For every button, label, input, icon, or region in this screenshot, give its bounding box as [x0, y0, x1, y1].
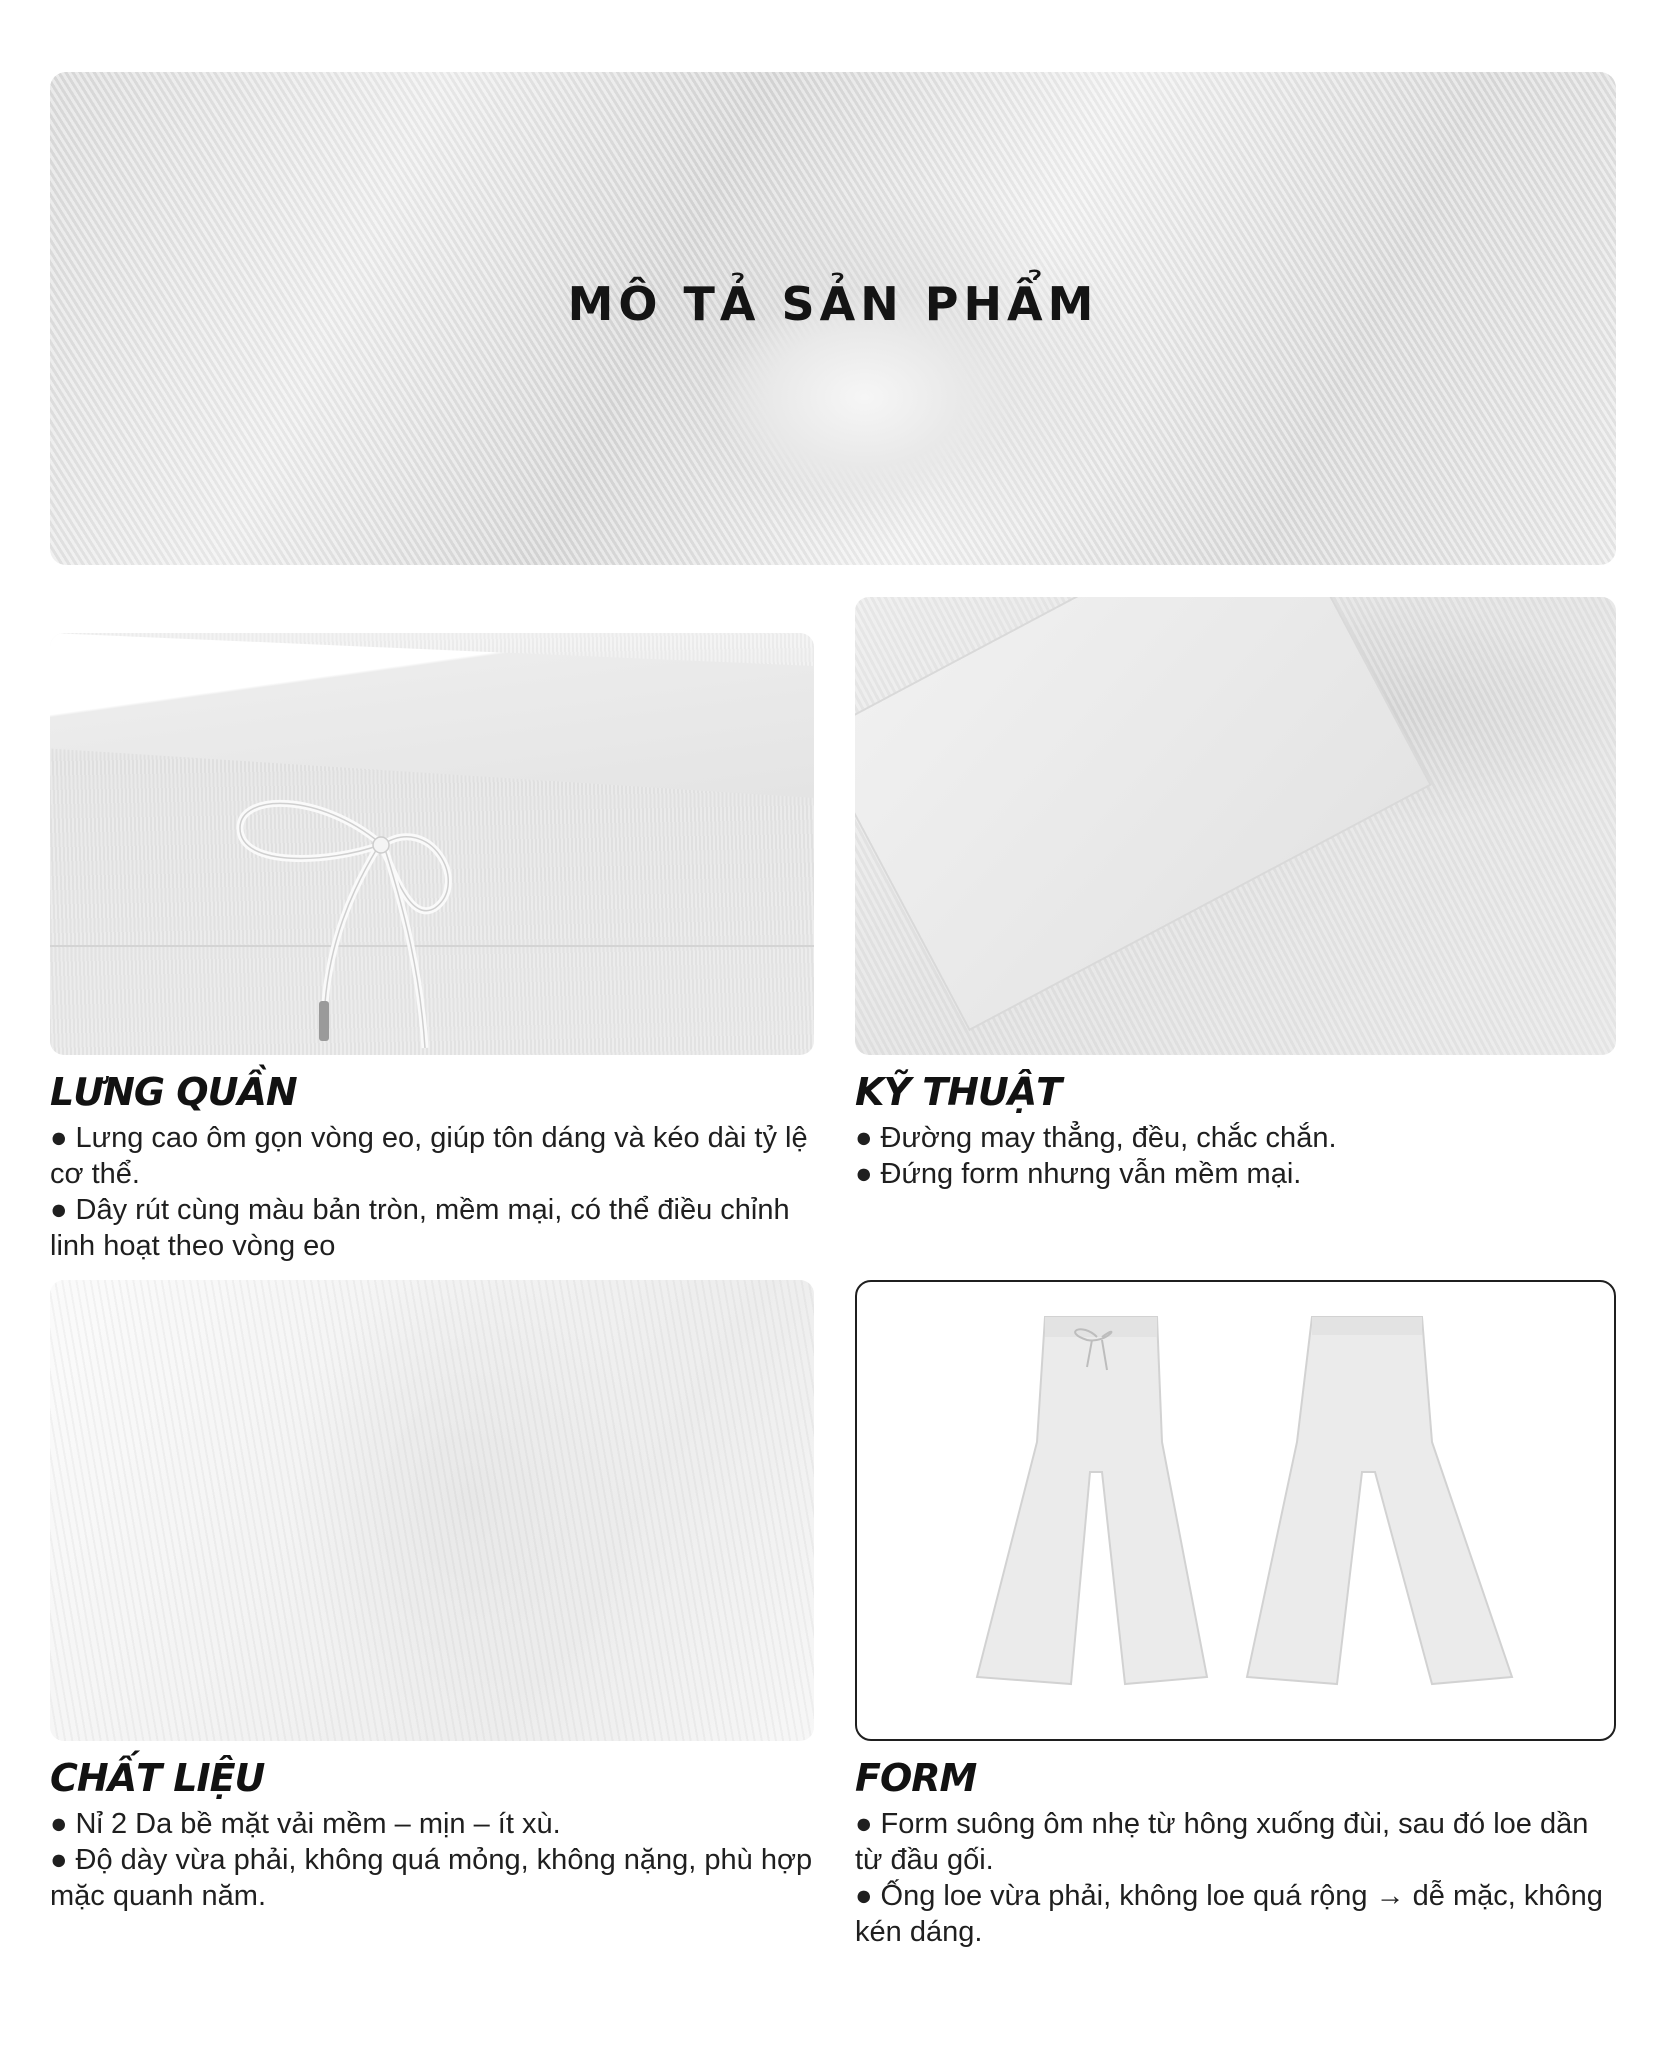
waistband-title: LƯNG QUẦN — [50, 1070, 297, 1114]
form-section — [855, 1756, 1616, 1950]
form-bullet-2: ● Ống loe vừa phải, không loe quá rộng → dễ mặc, không kén dáng. — [855, 1880, 1603, 1948]
drawstring-bow-icon — [220, 773, 480, 1053]
material-bullet-1: ● Nỉ 2 Da bề mặt vải mềm – mịn – ít xù. — [50, 1808, 561, 1840]
fabric-fold — [855, 597, 1429, 1028]
technique-title: KỸ THUẬT — [855, 1070, 1062, 1114]
material-title: CHẤT LIỆU — [50, 1756, 265, 1800]
form-image — [855, 1280, 1616, 1741]
material-bullet-2: ● Độ dày vừa phải, không quá mỏng, không nặng, phù hợp mặc quanh năm. — [50, 1844, 813, 1912]
waistband-image — [50, 633, 814, 1055]
technique-bullet-1: ● Đường may thẳng, đều, chắc chắn. — [855, 1122, 1337, 1154]
waistband-bullet-2: ● Dây rút cùng màu bản tròn, mềm mại, có thể điều chỉnh linh hoạt theo vòng eo — [50, 1194, 790, 1262]
hero-fabric-image — [50, 72, 1616, 565]
technique-image — [855, 597, 1616, 1055]
flared-pants-icon — [857, 1282, 1614, 1739]
waistband-section — [50, 1070, 820, 1264]
material-section — [50, 1756, 820, 1914]
form-bullet-1: ● Form suông ôm nhẹ từ hông xuống đùi, sau đó loe dần từ đầu gối. — [855, 1808, 1589, 1876]
page-title: MÔ TẢ SẢN PHẨM — [567, 277, 1099, 331]
form-title: FORM — [855, 1756, 977, 1800]
technique-section — [855, 1070, 1616, 1192]
technique-bullet-2: ● Đứng form nhưng vẫn mềm mại. — [855, 1158, 1302, 1190]
material-image — [50, 1280, 814, 1741]
waistband-bullet-1: ● Lưng cao ôm gọn vòng eo, giúp tôn dáng và kéo dài tỷ lệ cơ thể. — [50, 1122, 808, 1190]
